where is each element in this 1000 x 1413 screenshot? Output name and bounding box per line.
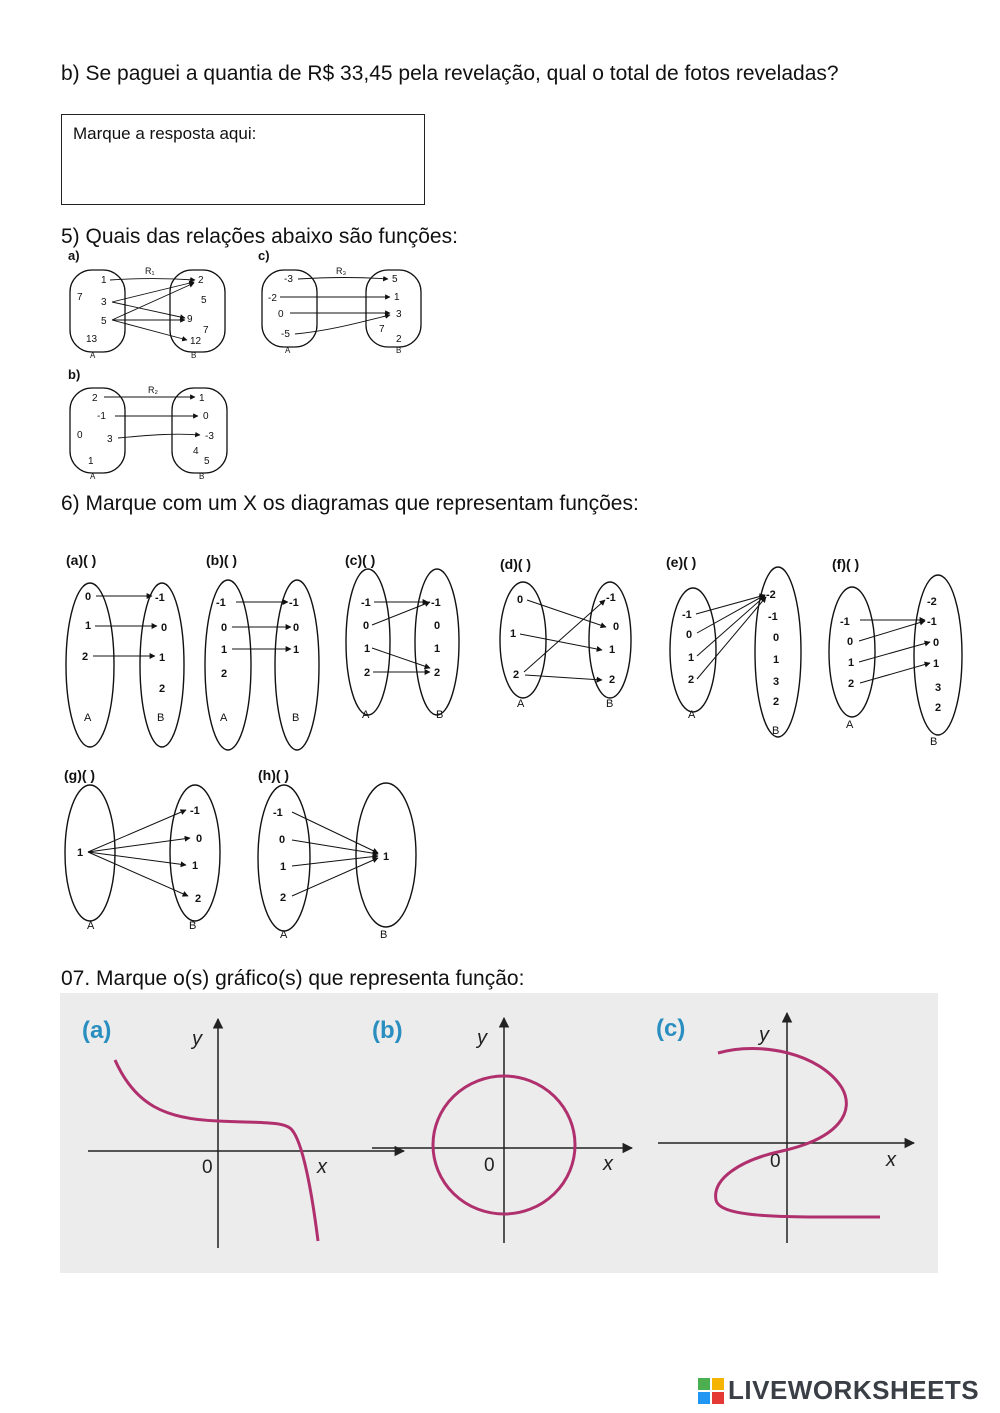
graph-a-label: (a) — [82, 1017, 112, 1044]
brand-text: LIVEWORKSHEETS — [728, 1375, 980, 1405]
svg-text:2: 2 — [82, 651, 89, 663]
q6-b-label[interactable]: (b)( ) — [206, 552, 238, 568]
q5-a-left: 7 — [77, 292, 83, 303]
svg-text:A: A — [362, 709, 370, 721]
graph-c-label: (c) — [656, 1015, 686, 1042]
question-7-text: 07. Marque o(s) gráfico(s) que representa função: — [61, 967, 525, 990]
q5-a-right: 12 — [190, 336, 202, 347]
svg-text:2: 2 — [364, 667, 371, 679]
svg-text:y: y — [192, 1028, 202, 1050]
svg-text:0: 0 — [847, 636, 854, 648]
q5-b-rel: R₂ — [148, 385, 158, 395]
svg-text:-1: -1 — [155, 592, 165, 604]
q6-diagram-f — [829, 556, 962, 748]
svg-text:-1: -1 — [682, 609, 692, 621]
q5-c-right: 1 — [394, 292, 400, 303]
q5-a-rel: R₁ — [145, 266, 155, 276]
svg-text:1: 1 — [159, 652, 166, 664]
svg-text:A: A — [846, 719, 854, 731]
svg-text:-1: -1 — [273, 807, 283, 819]
q6-e-label[interactable]: (e)( ) — [666, 554, 697, 570]
q5-b-right: -3 — [205, 431, 214, 442]
q6-d-label[interactable]: (d)( ) — [500, 556, 532, 572]
svg-text:1: 1 — [293, 644, 300, 656]
answer-box[interactable] — [61, 114, 425, 205]
q5-b-left: 0 — [77, 430, 83, 441]
graph-b-label: (b) — [372, 1017, 403, 1044]
svg-text:1: 1 — [609, 644, 616, 656]
q5-c-left: -2 — [268, 293, 277, 304]
q5-c-label: c) — [258, 248, 270, 263]
q5-c-right: 2 — [396, 334, 402, 345]
q5-c-right: 3 — [396, 309, 402, 320]
q5-b-left: 1 — [88, 456, 94, 467]
svg-text:0: 0 — [517, 594, 524, 606]
svg-text:A: A — [220, 712, 228, 724]
svg-text:2: 2 — [609, 674, 616, 686]
svg-text:-2: -2 — [927, 596, 937, 608]
q5-c-left: 0 — [278, 309, 284, 320]
svg-text:B: B — [292, 712, 300, 724]
svg-text:y: y — [759, 1024, 769, 1046]
svg-text:2: 2 — [159, 683, 166, 695]
svg-text:2: 2 — [935, 702, 942, 714]
q5-c-left: -5 — [281, 329, 290, 340]
svg-text:0: 0 — [933, 637, 940, 649]
svg-text:B: B — [157, 712, 165, 724]
q5-a-set-b-label: B — [191, 351, 197, 360]
q6-diagram-a — [66, 552, 184, 747]
svg-text:1: 1 — [77, 847, 84, 859]
q5-a-left: 3 — [101, 297, 107, 308]
svg-text:0: 0 — [484, 1155, 495, 1176]
svg-text:-1: -1 — [289, 597, 299, 609]
svg-text:0: 0 — [293, 622, 300, 634]
q6-diagram-c — [345, 552, 459, 721]
q5-diagram-a — [68, 248, 225, 360]
q6-g-label[interactable]: (g)( ) — [64, 767, 96, 783]
q6-diagrams — [0, 540, 1000, 950]
q5-b-right: 0 — [203, 411, 209, 422]
svg-text:0: 0 — [686, 629, 693, 641]
q5-b-left: 3 — [107, 434, 113, 445]
svg-text:1: 1 — [688, 652, 695, 664]
svg-text:B: B — [436, 709, 444, 721]
svg-text:A: A — [87, 920, 95, 932]
q5-c-left: -3 — [284, 274, 293, 285]
svg-text:1: 1 — [510, 628, 517, 640]
q5-b-left: -1 — [97, 411, 106, 422]
q5-a-right: 9 — [187, 314, 193, 325]
svg-text:2: 2 — [513, 669, 520, 681]
svg-text:1: 1 — [933, 658, 940, 670]
svg-text:1: 1 — [280, 861, 287, 873]
svg-text:0: 0 — [770, 1151, 781, 1172]
svg-text:0: 0 — [773, 632, 780, 644]
liveworksheets-logo — [698, 1375, 979, 1406]
svg-text:1: 1 — [364, 643, 371, 655]
svg-text:1: 1 — [848, 657, 855, 669]
q6-f-label[interactable]: (f)( ) — [832, 556, 860, 572]
q6-c-label[interactable]: (c)( ) — [345, 552, 376, 568]
q5-c-rel: R₃ — [336, 266, 347, 276]
svg-text:-2: -2 — [766, 589, 776, 601]
svg-text:3: 3 — [935, 682, 942, 694]
q5-b-label: b) — [68, 367, 81, 382]
q5-b-right: 4 — [193, 446, 199, 457]
svg-text:x: x — [317, 1156, 327, 1178]
svg-text:0: 0 — [196, 833, 203, 845]
svg-text:1: 1 — [383, 851, 390, 863]
svg-text:A: A — [84, 712, 92, 724]
svg-text:2: 2 — [848, 678, 855, 690]
svg-text:2: 2 — [195, 893, 202, 905]
svg-text:-1: -1 — [361, 597, 371, 609]
q5-a-left: 1 — [101, 275, 107, 286]
svg-text:1: 1 — [434, 643, 441, 655]
q5-a-set-a — [70, 270, 125, 352]
svg-text:2: 2 — [688, 674, 695, 686]
q5-a-set-a-label: A — [90, 351, 96, 360]
question-5-text: 5) Quais das relações abaixo são funções: — [61, 225, 458, 248]
q5-c-set-a-label: A — [285, 346, 291, 355]
q7-graphs-panel — [60, 993, 938, 1273]
q5-a-label: a) — [68, 248, 80, 263]
svg-text:0: 0 — [202, 1157, 213, 1178]
q5-c-right: 5 — [392, 274, 398, 285]
svg-text:0: 0 — [613, 621, 620, 633]
q5-b-right: 1 — [199, 393, 205, 404]
svg-text:0: 0 — [221, 622, 228, 634]
svg-text:2: 2 — [221, 668, 228, 680]
q5-a-right: 5 — [201, 295, 207, 306]
svg-text:A: A — [280, 929, 288, 941]
svg-text:y: y — [477, 1027, 487, 1049]
svg-text:3: 3 — [773, 676, 780, 688]
q5-diagrams — [0, 245, 440, 485]
svg-text:-1: -1 — [216, 597, 226, 609]
svg-text:-1: -1 — [840, 616, 850, 628]
svg-text:1: 1 — [773, 654, 780, 666]
svg-text:-1: -1 — [768, 611, 778, 623]
svg-text:x: x — [603, 1153, 613, 1175]
question-6-text: 6) Marque com um X os diagramas que representam funções: — [61, 492, 639, 515]
q5-b-set-a-label: A — [90, 472, 96, 481]
svg-text:B: B — [930, 736, 938, 748]
svg-text:B: B — [189, 920, 197, 932]
q6-h-label[interactable]: (h)( ) — [258, 767, 290, 783]
svg-text:-1: -1 — [606, 592, 616, 604]
svg-text:x: x — [886, 1149, 896, 1171]
svg-text:0: 0 — [434, 620, 441, 632]
svg-text:A: A — [517, 698, 525, 710]
q6-a-label[interactable]: (a)( ) — [66, 552, 97, 568]
q6-diagram-g — [64, 767, 220, 932]
svg-text:1: 1 — [85, 620, 92, 632]
q6-diagram-e — [666, 554, 801, 737]
q5-a-right: 7 — [203, 325, 209, 336]
q6-diagram-d — [500, 556, 631, 710]
svg-text:-1: -1 — [927, 616, 937, 628]
q5-b-right: 5 — [204, 456, 210, 467]
q5-a-left: 13 — [86, 334, 98, 345]
question-4b-text: b) Se paguei a quantia de R$ 33,45 pela revelação, qual o total de fotos reveladas? — [61, 62, 839, 85]
q6-diagram-b — [205, 552, 319, 750]
svg-text:2: 2 — [280, 892, 287, 904]
q5-diagram-c — [258, 248, 421, 355]
svg-text:1: 1 — [221, 644, 228, 656]
svg-text:-1: -1 — [190, 805, 200, 817]
svg-text:A: A — [688, 709, 696, 721]
q5-a-right: 2 — [198, 275, 204, 286]
svg-text:0: 0 — [363, 620, 370, 632]
svg-text:1: 1 — [192, 860, 199, 872]
q5-diagram-b — [68, 367, 227, 481]
svg-text:B: B — [606, 698, 614, 710]
q5-b-left: 2 — [92, 393, 98, 404]
svg-text:0: 0 — [85, 591, 92, 603]
svg-text:2: 2 — [434, 667, 441, 679]
q6-diagram-h — [258, 767, 416, 941]
q5-c-right: 7 — [379, 324, 385, 335]
svg-text:0: 0 — [161, 622, 168, 634]
q5-b-set-b-label: B — [199, 472, 205, 481]
svg-text:-1: -1 — [431, 597, 441, 609]
answer-placeholder: Marque a resposta aqui: — [73, 124, 257, 143]
svg-text:2: 2 — [773, 696, 780, 708]
q5-c-set-b-label: B — [396, 346, 402, 355]
q5-a-left: 5 — [101, 316, 107, 327]
liveworksheets-icon — [698, 1378, 724, 1404]
svg-text:B: B — [380, 929, 388, 941]
svg-text:0: 0 — [279, 834, 286, 846]
svg-text:B: B — [772, 725, 780, 737]
